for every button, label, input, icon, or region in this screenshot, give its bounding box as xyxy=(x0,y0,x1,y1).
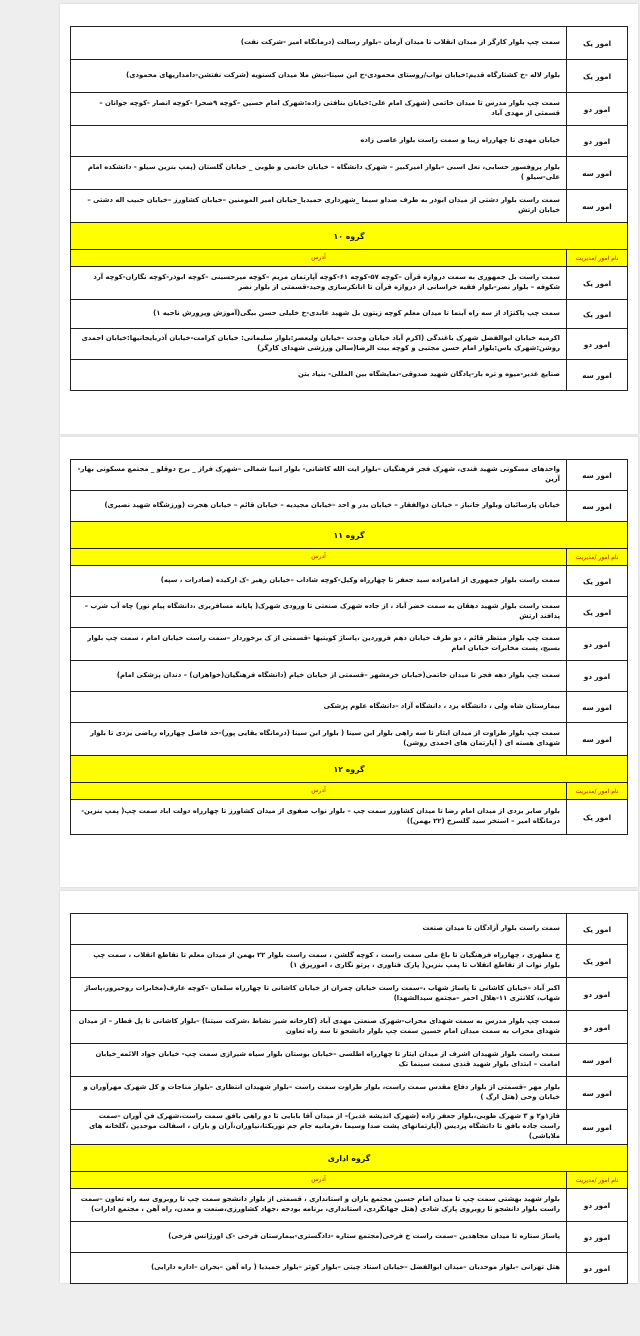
table-row xyxy=(71,157,628,190)
dept-cell: امور سه xyxy=(566,1044,628,1076)
address-cell: سمت راست بلوار دشتی از میدان ابوذر به طرف صداو سیما _شهرداری حمیدیا_خیابان امیر المومنین –خیابان کشاورز –خیابان حبیب اله دشتی –خیابان ارتش xyxy=(87,196,560,214)
dept-cell: امور دو xyxy=(566,1189,628,1221)
dept-cell: امور دو xyxy=(566,93,628,125)
table-row xyxy=(71,914,628,945)
header-addr-label: آدرس xyxy=(71,250,566,266)
address-cell: سمت چپ بلوار منتظر قائم ، دو طرف خیابان دهم فروردین ،پاساژ کویتیها -قسمتی از ک برخوردار –سمت راست خیابان امام ، سمت چپ بلوار بسیج، پست مخابرات خیابان امام xyxy=(87,634,560,652)
header-addr-label: آدرس xyxy=(71,783,566,799)
table-row xyxy=(71,1253,628,1284)
address-cell: سمت راست بل جمهوری به سمت دروازه قرآن –کوچه ۵۷-کوچه ۶۱-کوچه آپارتمان مریم –کوچه میرحسینی –کوچه ابوذر-کوچه نگاران-کوچه آرد شکوفه – بلوار نصر-بلوار فقیه خراسانی از دروازه قرآن تا انانکرسازی وحید-قسمتی از بلوار نصر xyxy=(93,273,560,291)
address-cell: فاز۱و۲ و ۳ شهرک طوبی،بلوار جعفر زاده (شهرک اندیشه غدیر)– از میدان آقا بابایی تا دو راهی بافق سمت راست،شهرک فن آوران –سمت راست جاده بافق تا دانشگاه پردیس (آپارتمانهای پشت صدا وسیما ،فرمانیه جام جم نوریکتا،نیاوران،آران و باران ، اسفالت موحدین ،گلخانه های ملایاشی) xyxy=(88,1112,560,1140)
table-row xyxy=(71,945,628,978)
address-cell: واحدهای مسکونی شهید قندی، شهرک فجر فرهنگیان –بلوار ایت الله کاشانی- بلوار انبیا شمالی –شهرک فراز _ برج دوقلو _ مجتمع مسکونی بهار-آرین xyxy=(77,465,560,483)
dept-cell: امور دو xyxy=(566,1011,628,1043)
address-cell: اکبر آباد –خیابان کاشانی تا پاساژ شهاب ،–سمت راست خیابان چمران از خیابان کاشانی تا چهارراه سلمان –کوچه عارف(مخابرات روحیرور،پاساژ شهاب، کلانتری ۱۱-هلال احمر –مجتمع سیدالشهدا) xyxy=(84,984,560,1002)
dept-cell: امور سه xyxy=(566,692,628,722)
table-header-row xyxy=(71,1172,628,1189)
page-2 xyxy=(60,437,638,887)
address-table-1 xyxy=(70,26,628,391)
address-cell: صنایع غدیر-میوه و تره بار-پادگان شهید صدوقی-نمایشگاه بین المللی- بنیاد بتن xyxy=(297,370,560,379)
table-row xyxy=(71,597,628,628)
table-row xyxy=(71,60,628,93)
dept-cell: امور دو xyxy=(566,329,628,359)
table-row xyxy=(71,1011,628,1044)
table-row xyxy=(71,692,628,723)
address-cell: سمت چپ بلوار مدرس به سمت شهدای محراب-شهرک صنعتی مهدی آباد (کارخانه شیر نشاط ،شرکت سیتنا) –بلوار کاشانی تا پل قطار – از میدان شهدای محراب به سمت میدان امام حسین سمت چپ بلوار دانشجو تا سه راه تعاون xyxy=(78,1017,560,1035)
table-row xyxy=(71,300,628,329)
address-cell: بلوار صابر یزدی از میدان امام رضا تا میدان کشاورز سمت چپ – بلوار نواب صفوی از میدان کشاورز تا چهارراه دولت اباد سمت چپ( پمپ بنزین-درمانگاه امیر – استخر سید گلسرخ (۲۲ بهمن)) xyxy=(81,807,560,825)
address-cell: سمت چپ بلوار کارگر از میدان انقلاب تا میدان آرمان –بلوار رسالت (درمانگاه امیر -شرکت نفت) xyxy=(240,38,560,47)
address-cell: بلوار شهید بهشتی سمت چپ تا میدان امام حسین مجتمع باران و استانداری ، قسمتی از بلوار دانشجو سمت چپ تا روبروی سه راه تعاون –سمت راست بلوار دانشجو تا روبروی پارک شادی (هتل جهانگردی، استانداری، برنامه بودجه ،جهاد کشاورزی،صنعت و معدن، راه آهن ، مجتمع ادارات) xyxy=(80,1195,560,1213)
address-cell: سمت راست بلوار شهیدان اشرف از میدان ایثار تا چهارراه اطلسی –خیابان بوستان بلوار سیاه شیرازی سمت چپ- خیابان جواد الائمه_خیابان امامت – ابتدای بلوار شهید قندی سمت سینما تک xyxy=(95,1050,560,1068)
dept-cell: امور سه xyxy=(566,157,628,189)
address-cell: هتل تهرانی –بلوار موحدیان –میدان ابوالفضل –خیابان استاد چیتی –بلوار کوثر –بلوار حمیدیا ( راه آهن –بحران –اداره دارایی) xyxy=(151,1263,560,1272)
page-1 xyxy=(60,4,638,434)
dept-cell: امور دو xyxy=(566,978,628,1010)
dept-cell: امور سه xyxy=(566,460,628,490)
address-cell: سمت راست بلوار جمهوری از امامزاده سید جعفر تا چهارراه وکیل-کوچه شاداب –خیابان رهبر -ک ارکیده (صادرات ، سپه) xyxy=(160,576,560,585)
table-row xyxy=(71,460,628,491)
group-title: گروه ۱۲ xyxy=(71,756,628,783)
address-cell: بلوار پروفسور حسابی، نعل اسبی –بلوار امیرکبیر – شهرک دانشگاه – خیابان خاتمی و طوبی _ خیابان گلستان (پمپ بنزین سیلو - دانشکده امام علی-سیلو ) xyxy=(87,163,560,181)
table-row xyxy=(71,1189,628,1222)
table-row xyxy=(71,27,628,60)
dept-cell: امور یک xyxy=(566,60,628,92)
page-3 xyxy=(60,891,638,1283)
table-row xyxy=(71,1044,628,1077)
address-cell: خیابان پارسائیان وبلوار جانباز – خیابان ذوالفقار – خیابان بدر و احد –خیابان مجیدیه – خیابان قائم – خیابان هجرت (ورزشگاه شهید نصیری) xyxy=(104,501,560,510)
table-row xyxy=(71,800,628,835)
dept-cell: امور سه xyxy=(566,1077,628,1109)
header-addr-label: آدرس xyxy=(71,1172,566,1188)
dept-cell: امور یک xyxy=(566,267,628,299)
dept-cell: امور دو xyxy=(566,1253,628,1283)
address-table-3 xyxy=(70,913,628,1284)
address-cell: خیابان مهدی تا چهارراه زیبا و سمت راست بلوار عاصی زاده xyxy=(360,136,560,145)
group-title: گروه اداری xyxy=(71,1145,628,1172)
table-row xyxy=(71,628,628,661)
table-header-row xyxy=(71,549,628,566)
dept-cell: امور سه xyxy=(566,491,628,521)
dept-cell: امور یک xyxy=(566,597,628,627)
address-cell: سمت چپ بلوار مدرس تا میدان خاتمی (شهرک امام علی:خیابان بنافتی زاده:شهرک امام حسین –کوچه ۹صحرا -کوچه انصار -کوچه جوانان –قسمتی از مهدی آباد xyxy=(99,99,560,117)
table-row xyxy=(71,566,628,597)
dept-cell: امور یک xyxy=(566,300,628,328)
header-addr-label: آدرس xyxy=(71,549,566,565)
address-table-2 xyxy=(70,459,628,835)
dept-cell: امور سه xyxy=(566,190,628,222)
dept-cell: امور دو xyxy=(566,661,628,691)
dept-cell: امور یک xyxy=(566,27,628,59)
address-cell: بیمارستان شاه ولی ، دانشگاه یزد ، دانشگاه آزاد –دانشگاه علوم پزشکی xyxy=(323,702,560,711)
table-header-row xyxy=(71,783,628,800)
header-dept-label: نام امور /مدیریت xyxy=(566,1172,628,1188)
dept-cell: امور یک xyxy=(566,945,628,977)
dept-cell: امور سه xyxy=(566,1110,628,1144)
dept-cell: امور دو xyxy=(566,628,628,660)
table-row xyxy=(71,978,628,1011)
table-row xyxy=(71,661,628,692)
header-dept-label: نام امور /مدیریت xyxy=(566,549,628,565)
table-row xyxy=(71,1222,628,1253)
table-row xyxy=(71,126,628,157)
address-cell: سمت چپ پاکنژاد از سه راه آبنما تا میدان معلم کوچه زیتون بل شهید عابدی-خ خلیلی حسن بیگی(آموزش وپرورش ناحیه ۱) xyxy=(153,309,560,318)
dept-cell: امور یک xyxy=(566,914,628,944)
dept-cell: امور دو xyxy=(566,1222,628,1252)
group-title: گروه ۱۱ xyxy=(71,522,628,549)
table-row xyxy=(71,267,628,300)
address-cell: بلوار لاله -خ کشتارگاه قدیم:خیابان نواب/روستای محمودی-خ ابن سینا-نبش ملا میدان کسنویه (شرکت نفتشن-دامداریهای محمودی) xyxy=(126,71,560,80)
table-row xyxy=(71,1077,628,1110)
dept-cell: امور دو xyxy=(566,126,628,156)
address-cell: سمت راست بلوار شهید دهقان به سمت خضر آباد ، از جاده شهرک صنعتی تا ورودی شهرک( پایانه مسافربری ،دانشگاه پیام نور) چاه آب شرب –پدافند ارتش xyxy=(84,602,560,620)
table-row xyxy=(71,723,628,756)
header-dept-label: نام امور /مدیریت xyxy=(566,783,628,799)
address-cell: بلوار مهر –قسمتی از بلوار دفاع مقدس سمت راست، بلوار طراوت سمت راست –بلوار شهیدان انتظاری –بلوار مناجات و کل شهرک مهرآوران و خیابان وحی (هتل ارگ ) xyxy=(83,1083,560,1101)
group-title: گروه ۱۰ xyxy=(71,223,628,250)
address-cell: سمت راست بلوار آزادگان تا میدان صنعت xyxy=(422,924,560,933)
table-row xyxy=(71,190,628,223)
table-row xyxy=(71,360,628,391)
dept-cell: امور یک xyxy=(566,566,628,596)
table-row xyxy=(71,329,628,360)
dept-cell: امور یک xyxy=(566,800,628,834)
table-header-row xyxy=(71,250,628,267)
address-cell: اکرمیه خیابان ابوالفضل شهرک باغندگی (اکرم آباد خیابان وحدت -خیابان ولیعصر:بلوار سلیمانی: خیابان کرامت-خیابان آذربایجانیها:خیابان احمدی روشن:شهرک یاس:بلوار امام حسن مجتبی و کوچه بیت الرضا(سالن ورزشی شهدای کارگر) xyxy=(81,334,560,352)
dept-cell: امور سه xyxy=(566,360,628,390)
address-cell: سمت چپ بلوار طراوت از میدان ایثار تا سه راهی بلوار ابن سینا ( بلوار ابن سینا (درمانگاه بقایی پور)-حد فاصل چهارراه ریاضی یزدی تا بلوار شهدای هسته ای ( آپارتمان های احمدی روشن) xyxy=(90,729,560,747)
table-row xyxy=(71,93,628,126)
address-cell: پاساژ ستاره تا میدان مجاهدین –سمت راست خ فرخی(مجتمع ستاره -دادگستری-بیمارستان فرخی -ک اورژانس فرخی) xyxy=(168,1232,560,1241)
table-row xyxy=(71,1110,628,1145)
table-row xyxy=(71,491,628,522)
address-cell: خ مطهری ، چهارراه فرهنگیان تا باغ ملی سمت راست ، کوچه گلشن ، سمت راست بلوار ۲۲ بهمن از میدان معلم تا تقاطع انقلاب ، سمت چپ بلوار نواب از تقاطع انقلاب تا پمپ بنزین( پارک فناوری ، پرتو نگاری ، امورپرق ۱) xyxy=(93,951,560,969)
address-cell: سمت چپ بلوار دهه فجر تا میدان خاتمی(خیابان خرمشهر –قسمتی از خیابان خیام (دانشگاه فرهنگیان(خواهران) – دندان پزشکی امام) xyxy=(116,671,560,680)
header-dept-label: نام امور /مدیریت xyxy=(566,250,628,266)
dept-cell: امور سه xyxy=(566,723,628,755)
